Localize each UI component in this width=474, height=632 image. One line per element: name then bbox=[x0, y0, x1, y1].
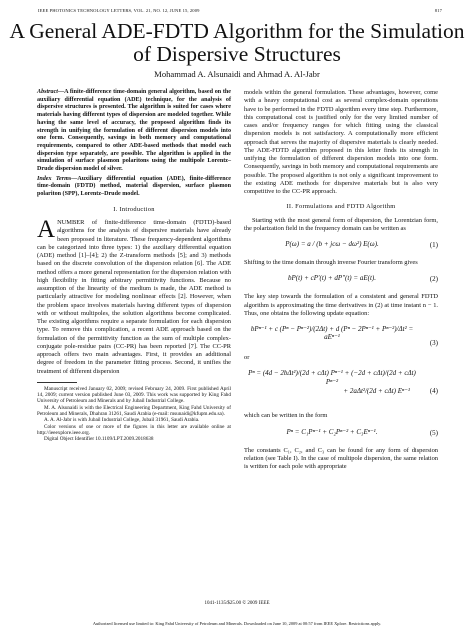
equation-5 bbox=[244, 424, 438, 444]
equation-5-body: Pⁿ = C₁Pⁿ⁻¹ + C₂Pⁿ⁻² + C₃Eⁿ⁻¹. bbox=[286, 427, 378, 436]
left-column bbox=[37, 89, 231, 443]
equation-4-line2: + 2aΔt²/(2d + cΔt) Eⁿ⁻¹ bbox=[343, 387, 410, 396]
equation-5-number: (5) bbox=[429, 428, 438, 437]
equation-1-number: (1) bbox=[429, 241, 438, 249]
intro-paragraph bbox=[37, 216, 231, 376]
or-text: or bbox=[244, 354, 250, 361]
right-column bbox=[244, 89, 438, 471]
footnote-doi: Digital Object Identifier 10.1109/LPT.2009.2018638 bbox=[44, 436, 154, 443]
right-paragraph-6: The constants C₁, C₂, and C₃ can be found for any form of dispersion relation (see Table I). In the case of multipole dispersion, the same relation is written for each pole with appropriate bbox=[244, 446, 438, 470]
copyright-line: 1041-1135/$25.00 © 2009 IEEE bbox=[204, 601, 270, 606]
abstract-text: —A finite-difference time-domain general algorithm, based on the auxiliary differential equation (ADE) technique, for the analysis of dispersive structures is presented. The algorithm is suited for cases where materials having different types of dispersion are modeled together. While having the same level of accuracy, the proposed algorithm finds its strength in unifying the formulation of different dispersion models into one form. Consequently, savings in both memory and computational requirements, compared to other ADE-based methods that model each dispersion type separately, are possible. The algorithm is applied in the simulation of surface plasmon polaritons using the multipole Lorentz–Drude dispersion model of silver. bbox=[37, 89, 231, 173]
right-paragraph-1: models within the general formulation. These advantages, however, come with a heavy computational cost as several complex-domain operations have to be performed in the FDTD algorithm every time step. Furthermore, this computational cost is justified only for the very limited number of cases and/or frequency ranges for which fitting using the classical dispersion models is not satisfactory. A computationally more efficient approach that serves the majority of dispersive materials is clearly needed. The ADE-FDTD algorithm proposed in this letter finds its strength in unifying the formulation of different dispersion models into one form. Consequently, savings in both memory and computational requirements are possible. The proposed algorithm is not only a significant improvement to the existing ADE methods for dispersive materials but is also very competitive to the CC-PR approach. bbox=[244, 89, 438, 195]
equation-3-body: bPⁿ⁻¹ + c (Pⁿ − Pⁿ⁻²)/(2Δt) + d (Pⁿ − 2Pⁿ⁻¹ + Pⁿ⁻²)/Δt² = aEⁿ⁻¹ bbox=[250, 325, 414, 342]
section-heading-intro: I. Introduction bbox=[113, 205, 155, 213]
intro-text: NUMBER of finite-difference time-domain (FDTD)-based algorithms for the analysis of dispersive materials have already been proposed in literature. These frequency-dependent algorithms can be categorized into three types: 1) the auxiliary differential equation (ADE) method [1]–[4]; 2) the Z-transform methods [5]; and 3) methods based on the discrete convolution of the dispersion relation [6]. The ADE method offers a more general representation for the dispersion relation with high flexibility in fitting arbitrary permittivity functions. Because no assumption of the linearity of the medium is made, the ADE method is particularly attractive for modeling nonlinear effects [2]. However, when the problem space involves materials having different types of dispersion with or without multipoles, the solution algorithms become complicated. The existing algorithms require a separate formulation for each dispersion type. To remove this complication, a recent ADE approach based on the formulation of the permittivity function as the sum of multiple complex-conjugate pole-residue pairs (CC-PR) has been reported [7]. The CC-PR approach offers two main advantages. First, it provides an additional degree of freedom in the parameter fitting process. Second, it unifies the treatment of different dispersion bbox=[37, 219, 231, 375]
drop-cap: A bbox=[37, 216, 56, 244]
footnote-author1: M. A. Alsunaidi is with the Electrical Engineering Department, King Fahd University of Petroleum and Minerals, Dhahran 31261, Saudi Arabia (e-mail: msunaidi@kfupm.edu.sa). bbox=[37, 404, 231, 418]
equation-4 bbox=[244, 365, 438, 409]
page-number: 817 bbox=[434, 8, 442, 13]
journal-header: IEEE PHOTONICS TECHNOLOGY LETTERS, VOL. 21, NO. 12, JUNE 15, 2009 bbox=[38, 8, 200, 13]
equation-3-number: (3) bbox=[429, 339, 438, 347]
right-paragraph-3: Shifting to the time domain through inverse Fourier transform gives bbox=[244, 259, 418, 266]
equation-1-body: P(ω) = a / (b + jcω − dω²) E(ω). bbox=[285, 240, 379, 248]
equation-1 bbox=[244, 236, 438, 256]
section-heading-formulation: II. Formulations and FDTD Algorithm bbox=[286, 203, 396, 211]
right-paragraph-2: Starting with the most general form of dispersion, the Lorentzian form, the polarization field in the frequency domain can be written as bbox=[244, 216, 438, 232]
right-paragraph-5: which can be written in the form bbox=[244, 412, 328, 420]
equation-4-line1: Pⁿ = (4d − 2bΔt²)/(2d + cΔt) Pⁿ⁻¹ + (−2d + cΔt)/(2d + cΔt) Pⁿ⁻² bbox=[248, 369, 416, 386]
abstract-lead: Abstract bbox=[37, 89, 58, 95]
index-terms-text: —Auxiliary differential equation (ADE), finite-difference time-domain (FDTD) method, material dispersion, surface plasmon polariton (SPP), Lorentz–Drude model. bbox=[37, 175, 232, 198]
footnote-color: Color versions of one or more of the figures in this letter are available online at http://ieeexplore.ieee.org. bbox=[37, 423, 231, 436]
equation-2-body: bP(t) + cP′(t) + dP″(t) = aE(t). bbox=[287, 274, 376, 283]
paper-title: A General ADE-FDTD Algorithm for the Simulation of Dispersive Structures bbox=[9, 19, 465, 66]
equation-2 bbox=[244, 270, 438, 290]
index-terms bbox=[37, 176, 231, 199]
footnote-divider bbox=[37, 382, 77, 383]
right-paragraph-4: The key step towards the formulation of a consistent and general FDTD algorithm is approximating the time derivatives in (2) at time instant n − 1. Thus, one obtains the following update equation: bbox=[244, 293, 438, 317]
index-terms-lead: Index Terms bbox=[37, 175, 72, 182]
footnote-manuscript: Manuscript received January 02, 2009; revised February 24, 2009. First published April 14, 2009; current version published June 03, 2009. This work was supported by King Fahd University of Petroleum and Minerals and by Jubail Industrial College. bbox=[37, 385, 231, 405]
abstract bbox=[37, 89, 231, 174]
equation-4-number: (4) bbox=[429, 387, 438, 396]
equation-2-number: (2) bbox=[429, 275, 438, 284]
footnote-author2: A. A. Al-Jabr is with Jubail Industrial College, Jubail 31961, Saudi Arabia. bbox=[44, 417, 200, 424]
author-line: Mohammad A. Alsunaidi and Ahmad A. Al-Jabr bbox=[154, 69, 320, 79]
equation-3 bbox=[244, 321, 438, 351]
license-footer: Authorized licensed use limited to: King Fahd University of Petroleum and Minerals. Downloaded on June 10, 2009 at 00:57 from IEEE Xplore. Restrictions apply. bbox=[92, 621, 382, 626]
